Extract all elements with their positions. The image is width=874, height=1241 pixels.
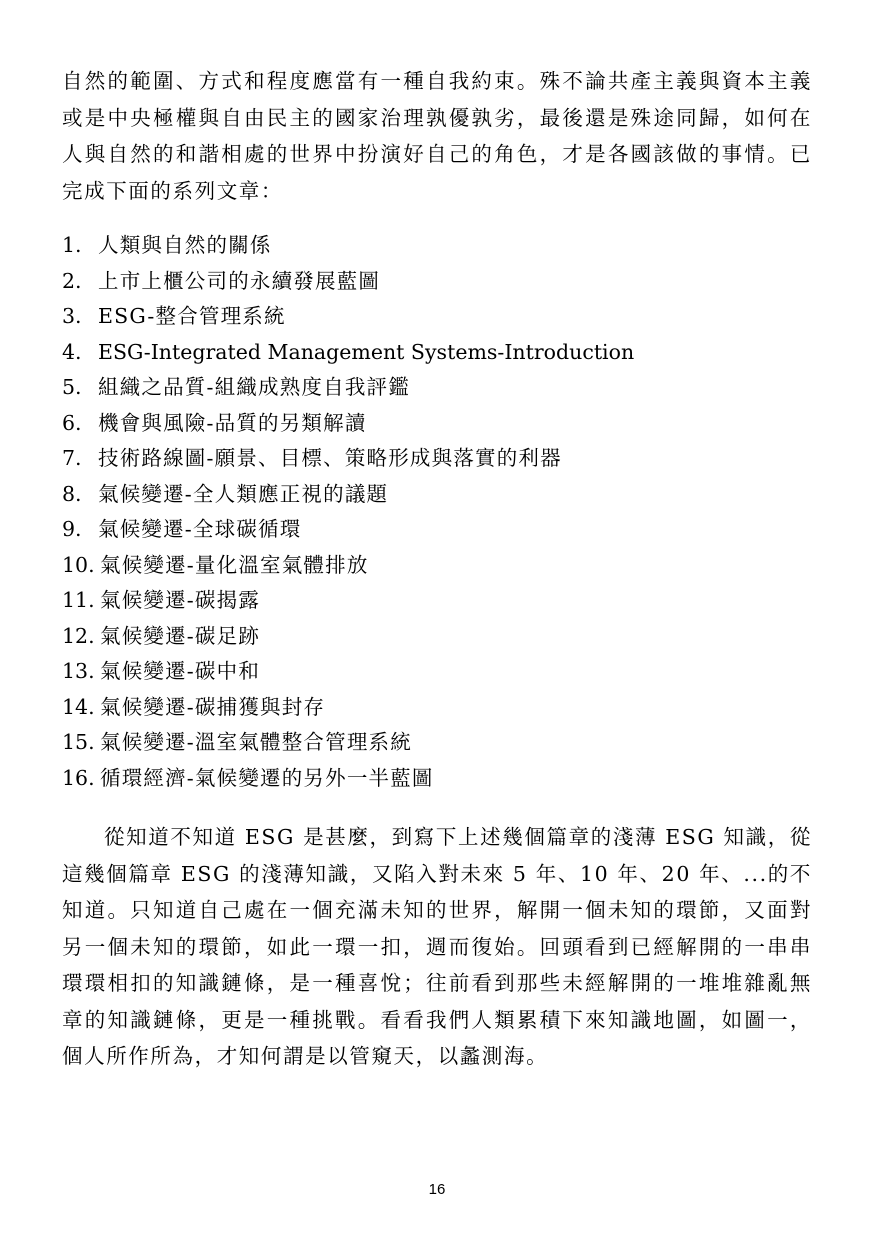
list-item (62, 654, 812, 690)
list-item (62, 370, 812, 406)
list-item-number: 8. (62, 481, 82, 506)
list-item-title: 組織之品質-組織成熟度自我評鑑 (98, 375, 410, 399)
list-item-number: 15. (62, 730, 95, 754)
list-item-title: 氣候變遷-碳捕獲與封存 (100, 694, 326, 719)
list-item (62, 761, 812, 797)
list-item-number: 4. (62, 339, 82, 364)
list-item-number: 14. (62, 694, 95, 719)
list-item-title: 氣候變遷-碳中和 (100, 659, 261, 683)
list-item (62, 583, 812, 619)
list-item-title: 氣候變遷-量化溫室氣體排放 (100, 552, 369, 577)
list-item-title: 上市上櫃公司的永續發展藍圖 (98, 268, 381, 293)
list-item-number: 3. (62, 304, 82, 328)
list-item-title: 機會與風險-品質的另類解讀 (98, 410, 367, 435)
list-item (62, 264, 812, 300)
list-item-title: 氣候變遷-溫室氣體整合管理系統 (100, 730, 412, 754)
list-item (62, 406, 812, 442)
list-item-number: 12. (62, 623, 95, 648)
list-item-number: 2. (62, 268, 82, 293)
closing-paragraph: 從知道不知道 ESG 是甚麼，到寫下上述幾個篇章的淺薄 ESG 知識，從這幾個篇章 ESG 的淺薄知識，又陷入對未來 5 年、10 年、20 年、...的不知道。只知道自己處在一個充滿未知的世界，解開一個未知的環節，又面對另一個未知的環節，如此一環一扣，週而復始。回頭看到已經解開的一串串環環相扣的知識鏈條，是一種喜悅；往前看到那些未經解開的一堆堆雜亂無章的知識鏈條，更是一種挑戰。看看我們人類累積下來知識地圖，如圖一，個人所作所為，才知何謂是以管窺天，以蠡測海。 (62, 825, 812, 1068)
list-item-title: 氣候變遷-全人類應正視的議題 (98, 481, 389, 506)
list-item-number: 6. (62, 410, 82, 435)
list-item-title: 氣候變遷-碳揭露 (100, 588, 261, 612)
list-item-number: 7. (62, 446, 82, 470)
list-item (62, 548, 812, 584)
list-item-title: 循環經濟-氣候變遷的另外一半藍圖 (100, 765, 434, 790)
list-item (62, 512, 812, 548)
list-item (62, 725, 812, 761)
list-item-number: 1. (62, 233, 82, 257)
list-item (62, 619, 812, 655)
list-item-number: 11. (62, 588, 95, 612)
list-item (62, 228, 812, 264)
list-item (62, 477, 812, 513)
list-item (62, 690, 812, 726)
list-item (62, 441, 812, 477)
article-series-list (62, 228, 812, 796)
page-number: 16 (428, 1181, 446, 1198)
intro-paragraph: 自然的範圍、方式和程度應當有一種自我約束。殊不論共產主義與資本主義或是中央極權與自由民主的國家治理孰優孰劣，最後還是殊途同歸，如何在人與自然的和諧相處的世界中扮演好自己的角色，才是各國該做的事情。已完成下面的系列文章： (62, 69, 812, 203)
list-item-title: 氣候變遷-碳足跡 (100, 623, 261, 648)
list-item (62, 299, 812, 335)
list-item (62, 335, 812, 371)
list-item-title: 人類與自然的關係 (98, 233, 272, 257)
list-item-number: 9. (62, 517, 82, 541)
list-item-title: ESG-整合管理系統 (98, 304, 286, 328)
list-item-title: ESG-Integrated Management Systems-Introduction (98, 339, 635, 364)
list-item-title: 氣候變遷-全球碳循環 (98, 517, 302, 541)
list-item-number: 5. (62, 375, 82, 399)
list-item-number: 16. (62, 765, 95, 790)
list-item-number: 13. (62, 659, 95, 683)
list-item-title: 技術路線圖-願景、目標、策略形成與落實的利器 (98, 446, 562, 470)
list-item-number: 10. (62, 552, 95, 577)
